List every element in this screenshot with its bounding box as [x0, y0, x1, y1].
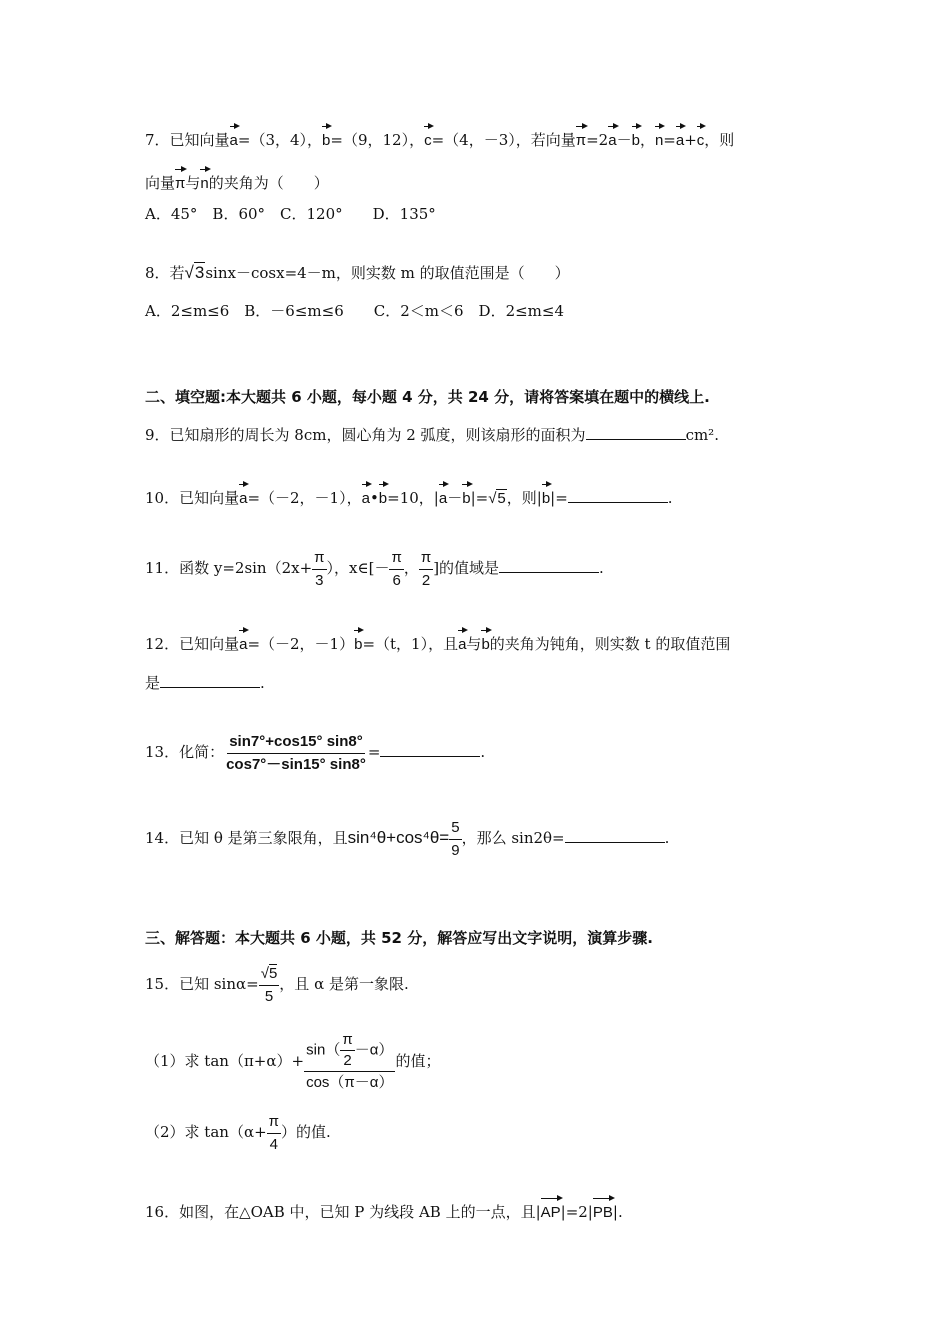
answer-blank[interactable] [160, 671, 260, 688]
denominator: 4 [269, 1135, 278, 1153]
vector-c: c [424, 124, 432, 152]
q15-part2 [145, 1108, 331, 1156]
numerator: 5 [449, 817, 461, 840]
denominator: cos7°－sin15° sin8° [226, 755, 366, 773]
vector-b: b [542, 482, 550, 510]
denominator: 5 [264, 987, 274, 1005]
q10-text: . [667, 489, 673, 507]
vector-b: b [322, 124, 330, 152]
numerator: sin7°+cos15° sin8° [227, 731, 364, 754]
q14 [145, 816, 669, 862]
vector-m: π [576, 124, 586, 152]
q8-stem [145, 262, 570, 284]
radicand: 5 [268, 964, 278, 982]
vector-b: b [379, 482, 387, 510]
q13-text: = [367, 743, 381, 761]
sqrt-5: √5 [488, 490, 506, 507]
q7-options: A．45° B．60° C．120° D．135° [145, 205, 436, 223]
q14-text: ，那么 sin2θ= [461, 829, 565, 847]
numerator-text: sin（ [306, 1041, 341, 1059]
q7-text: =（4，－3），若向量 [431, 131, 576, 149]
section-2-heading: 二、填空题:本大题共 6 小题，每小题 4 分，共 24 分，请将答案填在题中的横线上. [145, 388, 710, 406]
q7-text: 7．已知向量 [145, 131, 230, 149]
answer-blank[interactable] [499, 556, 599, 573]
numerator: π [389, 547, 403, 570]
q10-text: =（－2，－1）， [247, 489, 362, 507]
vector-b: b [462, 482, 470, 510]
q14-expression: sin⁴θ+cos⁴θ= [347, 828, 450, 847]
fraction-pi-6 [389, 547, 403, 592]
q11-text: ），x∈[－ [326, 559, 390, 577]
q12-line1 [145, 628, 730, 656]
q9 [145, 423, 719, 446]
numerator: π [419, 547, 433, 570]
q12-line2 [145, 671, 265, 694]
vector-m: π [175, 167, 185, 195]
q12-text: =（－2，－1） [247, 635, 355, 653]
vector-b: b [354, 628, 362, 656]
vector-a: a [362, 482, 370, 510]
fraction-pi-2 [419, 547, 433, 592]
vector-a: a [458, 628, 466, 656]
vector-pb: PB [593, 1196, 613, 1224]
fraction-pi-3 [312, 547, 326, 592]
numerator: √5 [259, 963, 280, 986]
q7-text: =（9，12）， [330, 131, 425, 149]
q11-text: ]的值域是 [433, 559, 500, 577]
q12-text: 是 [145, 674, 161, 692]
fraction-expression [224, 731, 368, 776]
vector-a: a [439, 482, 447, 510]
denominator: 9 [451, 841, 460, 859]
numerator-text: －α） [354, 1041, 394, 1059]
vector-a: a [676, 124, 684, 152]
q12-text: 12．已知向量 [145, 635, 240, 653]
vector-n: n [655, 124, 663, 152]
vector-b: b [632, 124, 640, 152]
denominator: cos（π－α） [306, 1074, 394, 1091]
q7-line1 [145, 124, 734, 152]
q13-text: . [480, 743, 486, 761]
q7-text: ， [639, 131, 655, 149]
q7-text: + [684, 131, 697, 149]
vector-b: b [481, 628, 489, 656]
q16-text: 16．如图，在△OAB 中，已知 P 为线段 AB 上的一点，且| [145, 1203, 541, 1221]
q12-text: 与 [466, 635, 482, 653]
q11-text: ， [403, 559, 419, 577]
q16-text: |=2| [560, 1203, 593, 1221]
q14-text: . [664, 829, 670, 847]
q8-text: sinx－cosx=4－m，则实数 m 的取值范围是（ ） [205, 264, 570, 282]
q7-text: 与 [185, 174, 201, 192]
answer-blank[interactable] [380, 740, 480, 757]
q10 [145, 482, 673, 510]
q13-text: 13．化简： [145, 743, 225, 761]
q7-text: =（3，4）， [237, 131, 323, 149]
numerator: π [312, 547, 326, 570]
section-3-heading: 三、解答题：本大题共 6 小题，共 52 分，解答应写出文字说明，演算步骤. [145, 929, 653, 947]
q16 [145, 1196, 623, 1224]
vector-a: a [239, 482, 247, 510]
q12-text: =（t，1），且 [362, 635, 459, 653]
q15-text: 15．已知 sinα= [145, 975, 259, 993]
vector-n: n [200, 167, 208, 195]
q13 [145, 730, 485, 776]
vector-a: a [230, 124, 238, 152]
q10-text: ，则| [506, 489, 542, 507]
radicand: 3 [194, 263, 205, 282]
q15-text: 的值； [395, 1052, 441, 1070]
denominator: 2 [421, 571, 431, 589]
vector-a: a [239, 628, 247, 656]
q10-text: |= [550, 489, 568, 507]
q11 [145, 546, 604, 592]
vector-ap: AP [541, 1196, 561, 1224]
q7-text: ，则 [704, 131, 735, 149]
fraction-pi-4 [267, 1111, 281, 1156]
q10-text: 10．已知向量 [145, 489, 240, 507]
q15-text: （2）求 tan（α+ [145, 1123, 267, 1141]
q12-text: 的夹角为钝角，则实数 t 的取值范围 [489, 635, 731, 653]
q7-text: = [663, 131, 676, 149]
fraction-5-9 [449, 817, 461, 862]
q8-options: A．2≤m≤6 B．－6≤m≤6 C．2＜m＜6 D．2≤m≤4 [145, 302, 565, 320]
q10-text: • [369, 489, 379, 507]
q14-text: 14．已知 θ 是第三象限角，且 [145, 829, 348, 847]
answer-blank[interactable] [565, 826, 665, 843]
q7-text: － [616, 131, 632, 149]
q16-text: |. [612, 1203, 623, 1221]
numerator: π [340, 1030, 354, 1051]
fraction-pi-2 [340, 1030, 354, 1071]
vector-a: a [608, 124, 616, 152]
q10-text: =10，| [387, 489, 439, 507]
q7-text: =2 [586, 131, 609, 149]
q10-text: － [447, 489, 463, 507]
q7-text: 向量 [145, 174, 176, 192]
q15-stem [145, 960, 409, 1008]
numerator: π [267, 1111, 281, 1134]
sqrt-3: √3 [184, 263, 205, 282]
numerator [304, 1030, 395, 1072]
q15-text: ，且 α 是第一象限. [279, 975, 409, 993]
answer-blank[interactable] [568, 486, 668, 503]
q11-text: . [599, 559, 604, 577]
denominator: 2 [343, 1052, 352, 1069]
q7-text: 的夹角为（ ） [208, 174, 329, 192]
fraction-expression [304, 1030, 395, 1094]
q15-text: （1）求 tan（π+α）+ [145, 1052, 305, 1070]
answer-blank[interactable] [586, 423, 686, 440]
fraction-sqrt5-5 [259, 963, 280, 1008]
q8-text: 8．若 [145, 264, 185, 282]
denominator: 6 [392, 571, 401, 589]
q10-text: |= [470, 489, 489, 507]
q15-part1 [145, 1030, 440, 1094]
denominator: 3 [315, 571, 324, 589]
q9-unit: cm². [685, 426, 719, 444]
q12-text: . [260, 674, 265, 692]
q15-text: ）的值. [281, 1123, 331, 1141]
vector-c: c [697, 124, 705, 152]
radicand: 5 [497, 490, 506, 507]
q7-line2 [145, 167, 329, 195]
q9-text: 9．已知扇形的周长为 8cm，圆心角为 2 弧度，则该扇形的面积为 [145, 426, 586, 444]
q11-text: 11．函数 y=2sin（2x+ [145, 559, 313, 577]
